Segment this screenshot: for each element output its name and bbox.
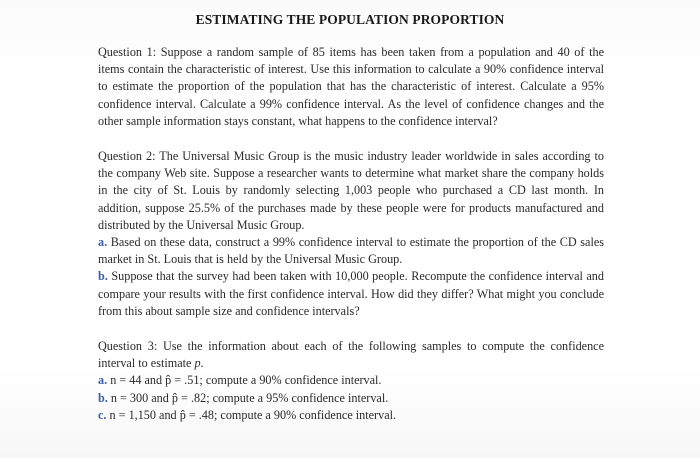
question-3 <box>98 338 604 424</box>
part-b-text: Suppose that the survey had been taken with 10,000 people. Recompute the confidence interval and compare your results with the first confidence interval. How did they differ? What might you conclude from this about sample size and confidence intervals? <box>98 269 604 318</box>
question-3-item-b <box>98 390 604 407</box>
question-3-intro-end: . <box>200 356 204 371</box>
item-c-text: n = 1,150 and p̂ = .48; compute a 90% confidence interval. <box>109 407 397 422</box>
item-a-label: a. <box>98 373 108 388</box>
item-a-text: n = 44 and p̂ = .51; compute a 90% confidence interval. <box>110 373 382 388</box>
question-2 <box>98 148 604 320</box>
question-3-intro-text: Question 3: Use the information about each of the following samples to compute the confidence interval to estimate <box>98 339 604 371</box>
item-c-label: c. <box>98 407 107 422</box>
question-1: Question 1: Suppose a random sample of 85 items has been taken from a population and 40 of the items contain the characteristic of interest. Use this information to calculate a 90% confidence interval to estimate the proportion of the population that has the characteristic of interest. Calculate a 95% confidence interval. Calculate a 99% confidence interval. As the level of confidence changes and the other sample information stays constant, what happens to the confidence interval? <box>98 45 604 128</box>
question-3-intro-var: p <box>194 356 201 371</box>
question-3-item-c <box>98 407 604 424</box>
item-b-label: b. <box>98 390 108 405</box>
document-title: ESTIMATING THE POPULATION PROPORTION <box>195 12 505 27</box>
question-2-part-a <box>98 234 604 268</box>
part-b-label: b. <box>98 269 108 284</box>
question-2-part-b <box>98 268 604 320</box>
document-body <box>98 44 604 424</box>
question-3-item-a <box>98 372 604 389</box>
item-b-text: n = 300 and p̂ = .82; compute a 95% confidence interval. <box>110 390 389 405</box>
question-2-intro: Question 2: The Universal Music Group is the music industry leader worldwide in sales according to the company Web site. Suppose a researcher wants to determine what market share the company holds in the city of St. Louis by randomly selecting 1,003 people who purchased a CD last month. In addition, suppose 25.5% of the purchases made by these people were for products manufactured and distributed by the Universal Music Group. <box>98 149 604 232</box>
part-a-text: Based on these data, construct a 99% confidence interval to estimate the proportion of the CD sales market in St. Louis that is held by the Universal Music Group. <box>98 235 604 267</box>
part-a-label: a. <box>98 235 108 250</box>
question-3-intro <box>98 338 604 372</box>
